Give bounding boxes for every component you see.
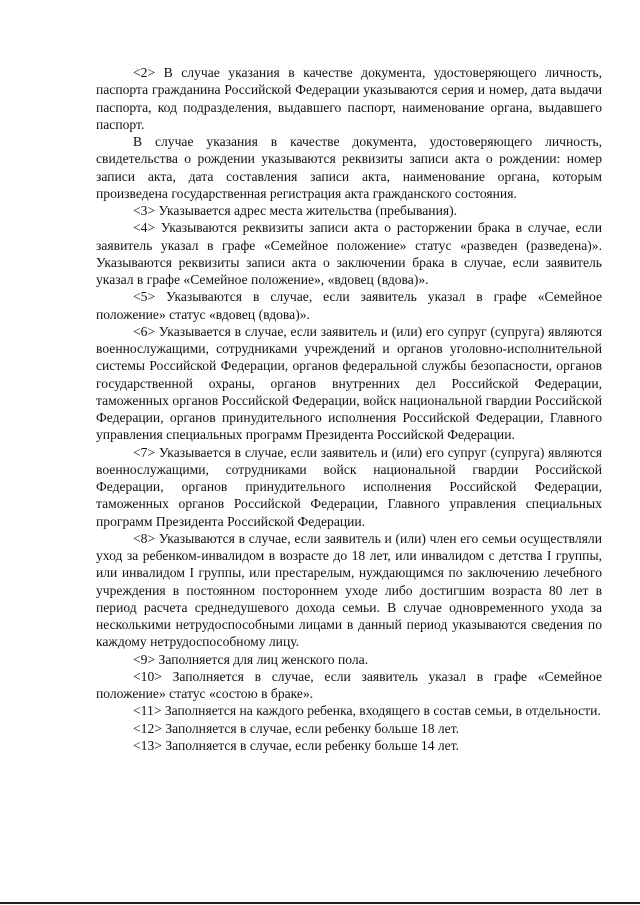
footnote-8: <8> Указываются в случае, если заявитель и (или) член его семьи осуществляли уход за ребенком-инвалидом в возрасте до 18 лет, или инвалидом с детства I группы, или инвалидом I группы, или престарелым, нуждающимся по заключению лечебного учреждения в постоянном постороннем уходе либо достигшим возраста 80 лет в период расчета среднедушевого дохода семьи. В случае одновременного ухода за несколькими нетрудоспособными лицами в данный период указываются сведения по каждому нетрудоспособному лицу. (96, 530, 602, 650)
footnote-11: <11> Заполняется на каждого ребенка, входящего в состав семьи, в отдельности. (133, 703, 601, 719)
footnote-3: <3> Указывается адрес места жительства (пребывания). (133, 203, 458, 218)
footnote-4: <4> Указываются реквизиты записи акта о расторжении брака в случае, если заявитель указал в графе «Семейное положение» статус «разведен (разведена)». Указываются реквизиты записи акта о заключении брака в случае, если заявитель указал в графе «Семейное положение», «вдовец (вдова)». (96, 220, 602, 287)
footnote-5: <5> Указываются в случае, если заявитель указал в графе «Семейное положение» статус «вдовец (вдова)». (96, 289, 602, 322)
footnote-9: <9> Заполняется для лиц женского пола. (133, 651, 369, 667)
footnote-12: <12> Заполняется в случае, если ребенку больше 18 лет. (133, 720, 460, 736)
footnote-10: <10> Заполняется в случае, если заявитель указал в графе «Семейное положение» статус «состою в браке». (96, 668, 602, 701)
footnote-7: <7> Указывается в случае, если заявитель и (или) его супруг (супруга) являются военнослужащими, сотрудниками войск национальной гвардии Российской Федерации, органов принудительного исполнения Российской Федерации, таможенных органов Российской Федерации, Главного управления специальных программ Президента Российской Федерации. (96, 444, 602, 529)
footnote-6: <6> Указывается в случае, если заявитель и (или) его супруг (супруга) являются военнослужащими, сотрудниками учреждений и органов уголовно-исполнительной системы Российской Федерации, органов федеральной службы безопасности, органов государственной охраны, органов внутренних дел Российской Федерации, таможенных органов Российской Федерации, войск национальной гвардии Российской Федерации, органов принудительного исполнения Российской Федерации, Главного управления специальных программ Президента Российской Федерации. (96, 323, 602, 443)
footnote-2-passport: <2> В случае указания в качестве документа, удостоверяющего личность, паспорта гражданина Российской Федерации указываются серия и номер, дата выдачи паспорта, код подразделения, выдавшего паспорт, наименование органа, выдавшего паспорт. (96, 65, 602, 132)
footnote-2-birth-certificate: В случае указания в качестве документа, удостоверяющего личность, свидетельства о рождении указываются реквизиты записи акта о рождении: номер записи акта, дата составления записи акта, наименование органа, которым произведена государственная регистрация акта гражданского состояния. (96, 134, 602, 201)
page-bottom-rule (0, 902, 640, 904)
footnotes-block (96, 64, 602, 754)
footnote-13: <13> Заполняется в случае, если ребенку больше 14 лет. (133, 737, 460, 753)
